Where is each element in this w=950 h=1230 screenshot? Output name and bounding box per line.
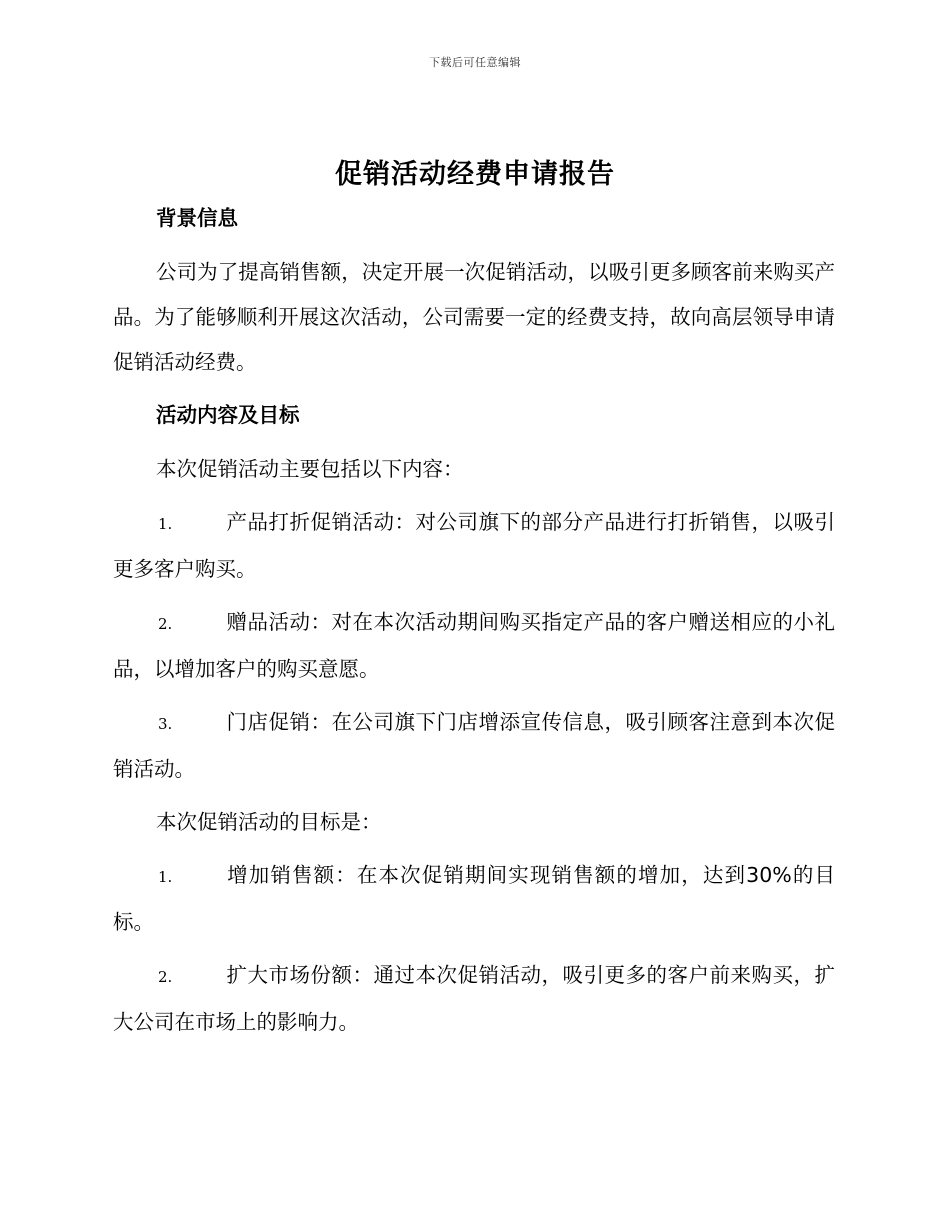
list-number: 2. bbox=[158, 615, 173, 633]
list-number: 1. bbox=[158, 868, 173, 886]
list-text: 扩大市场份额：通过本次促销活动，吸引更多的客户前来购买，扩大公司在市场上的影响力。 bbox=[113, 963, 835, 1034]
background-paragraph: 公司为了提高销售额，决定开展一次促销活动，以吸引更多顾客前来购买产品。为了能够顺利开展这次活动，公司需要一定的经费支持，故向高层领导申请促销活动经费。 bbox=[113, 260, 835, 374]
list-text: 赠品活动：对在本次活动期间购买指定产品的客户赠送相应的小礼品，以增加客户的购买意愿。 bbox=[113, 610, 835, 681]
list-text: 门店促销：在公司旗下门店增添宣传信息，吸引顾客注意到本次促销活动。 bbox=[113, 710, 835, 781]
spacer bbox=[113, 692, 835, 700]
list-text: 产品打折促销活动：对公司旗下的部分产品进行打折销售，以吸引更多客户购买。 bbox=[113, 510, 835, 581]
spacer bbox=[113, 438, 835, 447]
list-text: 增加销售额：在本次促销期间实现销售额的增加，达到30%的目标。 bbox=[113, 863, 835, 934]
list-number: 2. bbox=[158, 968, 173, 986]
goal-list-item bbox=[113, 953, 835, 1045]
list-number: 1. bbox=[158, 515, 173, 533]
content-list-item bbox=[113, 700, 835, 792]
document-body bbox=[113, 196, 835, 1045]
spacer bbox=[113, 592, 835, 600]
spacer bbox=[113, 241, 835, 250]
content-intro: 本次促销活动主要包括以下内容： bbox=[156, 457, 464, 481]
spacer bbox=[113, 792, 835, 800]
section-heading-background: 背景信息 bbox=[156, 206, 238, 230]
list-number: 3. bbox=[158, 715, 173, 733]
goals-intro: 本次促销活动的目标是： bbox=[156, 810, 382, 834]
content-list-item bbox=[113, 500, 835, 592]
spacer bbox=[113, 385, 835, 393]
header-note: 下载后可任意编辑 bbox=[429, 56, 521, 69]
goal-list-item bbox=[113, 853, 835, 945]
spacer bbox=[113, 492, 835, 500]
document-title: 促销活动经费申请报告 bbox=[335, 159, 615, 190]
content-list-item bbox=[113, 600, 835, 692]
spacer bbox=[113, 845, 835, 853]
section-heading-content-goals: 活动内容及目标 bbox=[156, 403, 300, 427]
spacer bbox=[113, 945, 835, 953]
